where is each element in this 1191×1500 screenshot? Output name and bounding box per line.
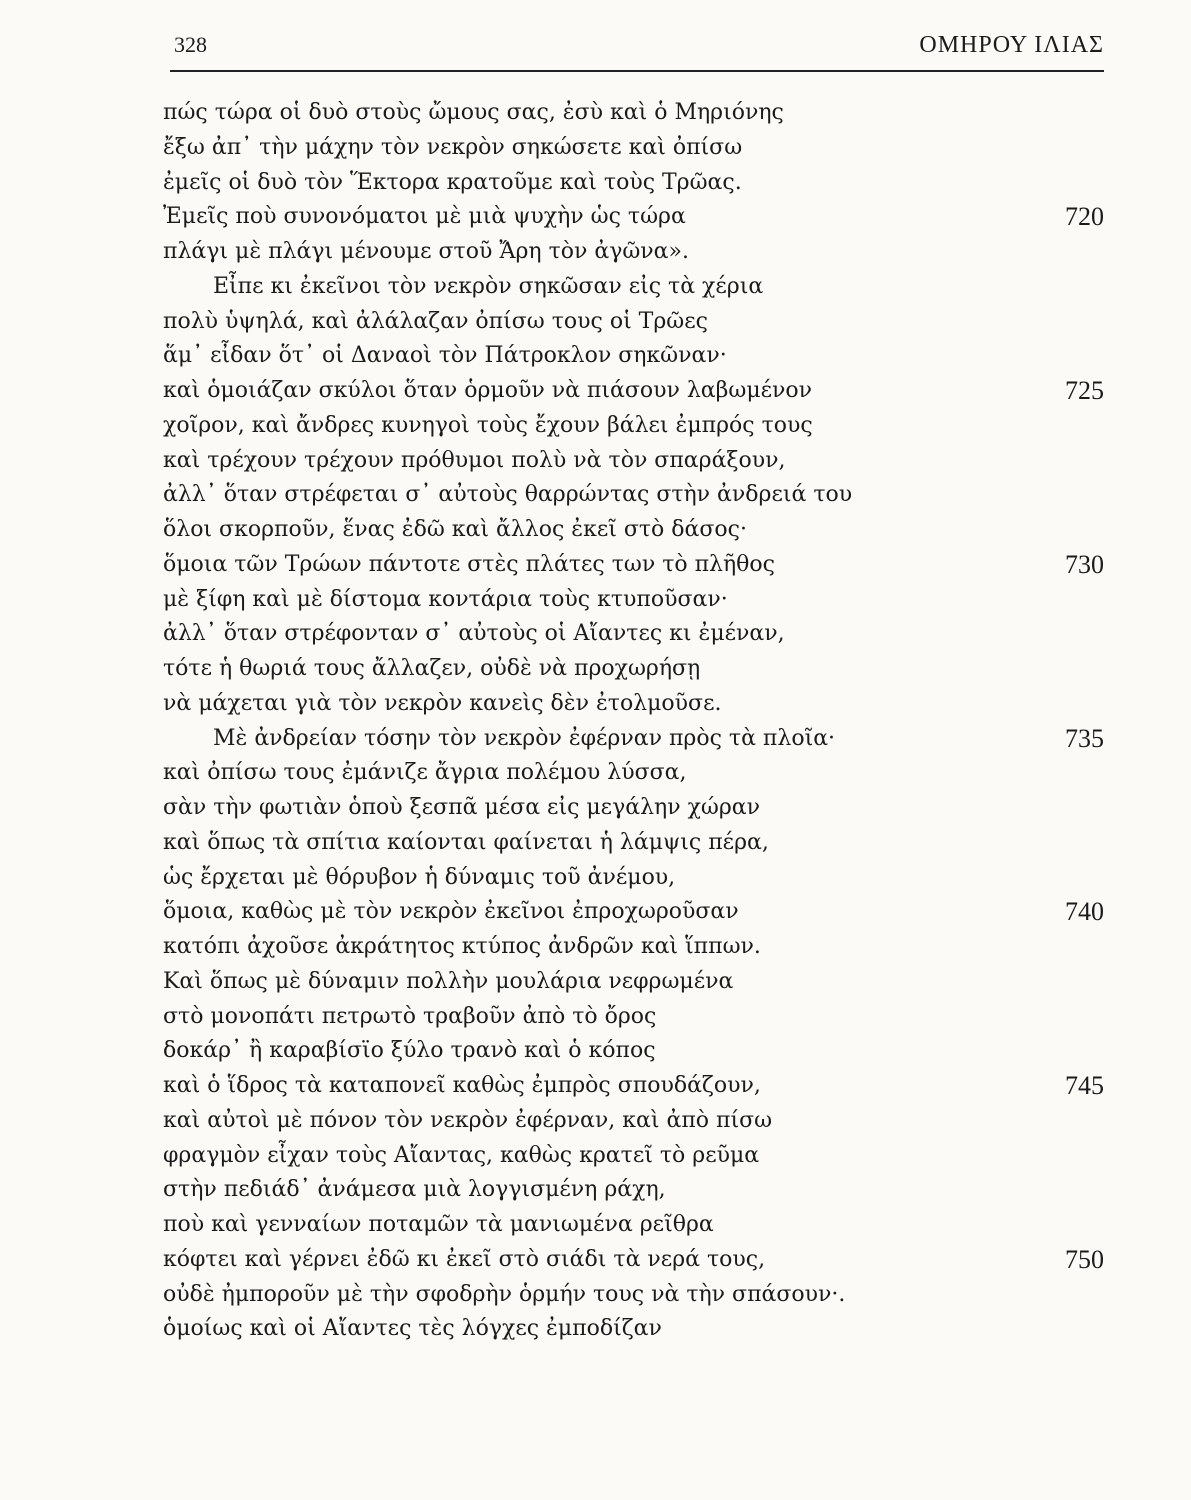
verse-text: τότε ἡ θωριά τους ἄλλαζεν, οὐδὲ νὰ προχωρήσῃ (163, 656, 701, 681)
verse-text: Καὶ ὅπως μὲ δύναμιν πολλὴν μουλάρια νεφρωμένα (163, 968, 734, 994)
verse-line (163, 583, 1108, 618)
verse-line (163, 722, 1108, 757)
line-number: 750 (1065, 1244, 1104, 1274)
verse-text: στὸ μονοπάτι πετρωτὸ τραβοῦν ἀπὸ τὸ ὄρος (163, 1003, 657, 1029)
line-number: 725 (1065, 376, 1104, 405)
verse-line (163, 617, 1108, 652)
line-number: 740 (1065, 897, 1104, 927)
verse-text: ἐμεῖς οἱ δυὸ τὸν Ἕκτορα κρατοῦμε καὶ τοὺς Τρῶας. (163, 169, 742, 195)
verse-text: ἀλλ᾽ ὅταν στρέφεται σ᾽ αὐτοὺς θαρρώντας στὴν ἀνδρειά του (163, 482, 853, 508)
verse-block (163, 96, 1108, 1347)
verse-line (163, 687, 1108, 722)
line-number: 745 (1065, 1071, 1104, 1100)
verse-line (163, 965, 1108, 1000)
verse-text: οὐδὲ ἠμποροῦν μὲ τὴν σφοδρὴν ὁρμήν τους νὰ τὴν σπάσουν·. (163, 1281, 846, 1307)
verse-line (163, 1173, 1108, 1208)
verse-text: ὅμοια τῶν Τρώων πάντοτε στὲς πλάτες των τὸ πλῆθος (163, 551, 775, 577)
verse-text: ἀλλ᾽ ὅταν στρέφονταν σ᾽ αὐτοὺς οἱ Αἴαντες κι ἐμέναν, (163, 621, 785, 647)
verse-text: ἔξω ἀπ᾽ τὴν μάχην τὸν νεκρὸν σηκώσετε καὶ ὀπίσω (163, 134, 743, 160)
verse-line (163, 756, 1108, 791)
verse-line (163, 548, 1108, 583)
line-number: 730 (1065, 549, 1104, 579)
verse-text: ὡς ἔρχεται μὲ θόρυβον ἡ δύναμις τοῦ ἀνέμου, (163, 864, 676, 890)
verse-text: πολὺ ὑψηλά, καὶ ἀλάλαζαν ὀπίσω τους οἱ Τρῶες (163, 308, 708, 334)
verse-line (163, 444, 1108, 479)
verse-line (163, 652, 1108, 687)
verse-line (163, 131, 1108, 166)
verse-text: χοῖρον, καὶ ἄνδρες κυνηγοὶ τοὺς ἔχουν βάλει ἐμπρός τους (163, 412, 813, 438)
verse-text: δοκάρ᾽ ἢ καραβίσϊο ξύλο τρανὸ καὶ ὁ κόπος (163, 1038, 656, 1064)
verse-text: ὅλοι σκορποῦν, ἕνας ἐδῶ καὶ ἄλλος ἐκεῖ στὸ δάσος· (163, 517, 747, 542)
verse-line (163, 478, 1108, 513)
verse-line (163, 1243, 1108, 1278)
verse-line (163, 374, 1108, 409)
verse-line (163, 200, 1108, 235)
verse-text: ὁμοίως καὶ οἱ Αἴαντες τὲς λόγχες ἐμποδίζαν (163, 1316, 662, 1342)
verse-text: κόφτει καὶ γέρνει ἐδῶ κι ἐκεῖ στὸ σιάδι τὰ νερά τους, (163, 1246, 766, 1272)
verse-line (163, 791, 1108, 826)
verse-line (163, 1000, 1108, 1035)
running-title: ΟΜΗΡΟΥ ΙΛΙΑΣ (919, 32, 1104, 58)
verse-text: ποὺ καὶ γενναίων ποταμῶν τὰ μανιωμένα ρεῖθρα (163, 1212, 714, 1237)
line-number: 720 (1065, 202, 1104, 232)
verse-text: πώς τώρα οἱ δυὸ στοὺς ὤμους σας, ἐσὺ καὶ ὁ Μηριόνης (163, 100, 784, 125)
verse-line (163, 1312, 1108, 1347)
line-number: 735 (1065, 723, 1104, 753)
verse-line (163, 895, 1108, 930)
page-number: 328 (174, 32, 207, 57)
verse-line (163, 235, 1108, 270)
verse-text: καὶ ὁ ἵδρος τὰ καταπονεῖ καθὼς ἐμπρὸς σπουδάζουν, (163, 1073, 761, 1098)
verse-text: Εἶπε κι ἐκεῖνοι τὸν νεκρὸν σηκῶσαν εἰς τὰ χέρια (213, 273, 764, 299)
verse-text: καὶ ὀπίσω τους ἐμάνιζε ἄγρια πολέμου λύσσα, (163, 760, 687, 786)
verse-line (163, 930, 1108, 965)
verse-text: καὶ ὅπως τὰ σπίτια καίονται φαίνεται ἡ λάμψις πέρα, (163, 829, 769, 855)
verse-text: Ἐμεῖς ποὺ συνονόματοι μὲ μιὰ ψυχὴν ὡς τώρα (163, 204, 686, 230)
verse-text: μὲ ξίφη καὶ μὲ δίστομα κοντάρια τοὺς κτυποῦσαν· (163, 586, 728, 612)
verse-text: πλάγι μὲ πλάγι μένουμε στοῦ Ἄρη τὸν ἀγῶνα». (163, 239, 689, 264)
page-header (170, 30, 1104, 72)
verse-text: καὶ αὐτοὶ μὲ πόνον τὸν νεκρὸν ἐφέρναν, καὶ ἀπὸ πίσω (163, 1107, 773, 1133)
verse-line (163, 1278, 1108, 1313)
verse-line (163, 305, 1108, 340)
verse-text: ὅμοια, καθὼς μὲ τὸν νεκρὸν ἐκεῖνοι ἐπροχωροῦσαν (163, 899, 739, 925)
verse-line (163, 1069, 1108, 1104)
verse-line (163, 96, 1108, 131)
verse-line (163, 1139, 1108, 1174)
verse-text: φραγμὸν εἶχαν τοὺς Αἴαντας, καθὼς κρατεῖ τὸ ρεῦμα (163, 1142, 760, 1168)
verse-line (163, 861, 1108, 896)
verse-text: νὰ μάχεται γιὰ τὸν νεκρὸν κανεὶς δὲν ἐτολμοῦσε. (163, 690, 722, 716)
verse-text: Μὲ ἀνδρείαν τόσην τὸν νεκρὸν ἐφέρναν πρὸς τὰ πλοῖα· (213, 725, 836, 751)
verse-text: ἅμ᾽ εἶδαν ὅτ᾽ οἱ Δαναοὶ τὸν Πάτροκλον σηκῶναν· (163, 343, 727, 369)
verse-line (163, 513, 1108, 548)
verse-line (163, 339, 1108, 374)
verse-line (163, 166, 1108, 201)
verse-text: κατόπι ἀχοῦσε ἀκράτητος κτύπος ἀνδρῶν καὶ ἵππων. (163, 934, 761, 959)
verse-text: καὶ τρέχουν τρέχουν πρόθυμοι πολὺ νὰ τὸν σπαράξουν, (163, 447, 786, 473)
verse-text: στὴν πεδιάδ᾽ ἀνάμεσα μιὰ λογγισμένη ράχη, (163, 1177, 666, 1203)
verse-line (163, 1034, 1108, 1069)
verse-line (163, 270, 1108, 305)
verse-line (163, 1208, 1108, 1243)
verse-text: σὰν τὴν φωτιὰν ὁποὺ ξεσπᾶ μέσα εἰς μεγάλην χώραν (163, 795, 761, 820)
verse-text: καὶ ὁμοιάζαν σκύλοι ὅταν ὁρμοῦν νὰ πιάσουν λαβωμένον (163, 378, 813, 403)
verse-line (163, 409, 1108, 444)
verse-line (163, 826, 1108, 861)
verse-line (163, 1104, 1108, 1139)
